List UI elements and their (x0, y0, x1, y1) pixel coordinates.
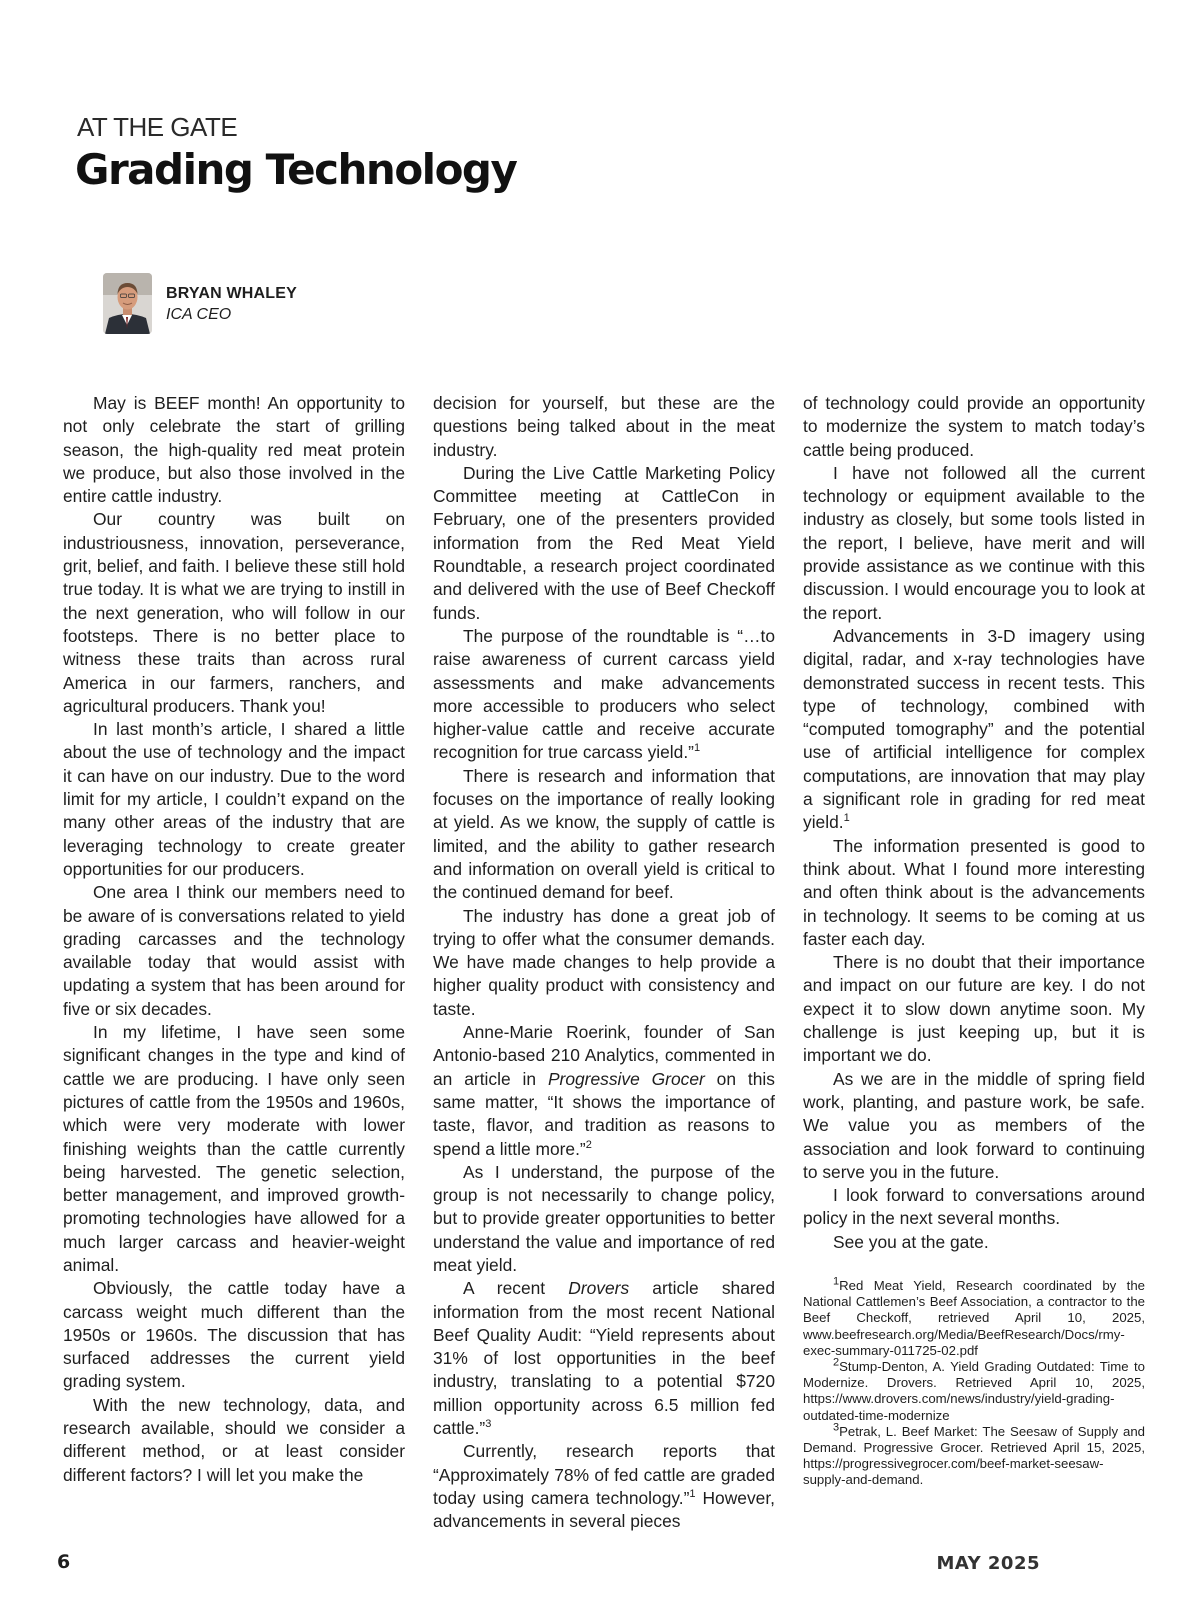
footnote (803, 1421, 1145, 1489)
footnote-ref: 2 (585, 1138, 592, 1151)
paragraph: The information presented is good to think about. What I found more interesting and often think about is the advancements in technology. It seems to be coming at us faster each day. (803, 835, 1145, 949)
paragraph-text: The purpose of the roundtable is “…to raise awareness of current carcass yield assessments and make advancements more accessible to producers who select higher-value cattle and receive accurate recognition for true carcass yield.” (433, 625, 775, 763)
paragraph-text: article shared information from the most recent National Beef Quality Audit: “Yield represents about 31% of lost opportunities in the beef industry, translating to a potential $720 million opportunity across 6.5 million fed cattle.” (433, 1278, 775, 1439)
footnote (803, 1275, 1145, 1359)
paragraph: I have not followed all the current technology or equipment available to the industry as closely, but some tools listed in the report, I believe, have merit and will provide assistance as we continue with this discussion. I would encourage you to look at the report. (803, 462, 1145, 623)
paragraph (433, 1440, 775, 1533)
paragraph: There is no doubt that their importance and impact on our future are key. I do not expect it to slow down anytime soon. My challenge is just keeping up, but it is important we do. (803, 952, 1145, 1066)
author-name: BRYAN WHALEY (166, 285, 298, 302)
article-column-1 (63, 392, 405, 1487)
paragraph: See you at the gate. (833, 1231, 989, 1252)
footnote-ref: 3 (485, 1418, 492, 1431)
footnote-text: Red Meat Yield, Research coordinated by the National Cattlemen’s Beef Association, a contractor to the Beef Checkoff, retrieved April 10, 2025, www.beefresearch.org/Media/BeefResearch/Docs/rmy-exec-summary-011725-02.pdf (803, 1277, 1145, 1358)
paragraph: May is BEEF month! An opportunity to not only celebrate the start of grilling season, the high-quality red meat protein we produce, but also those involved in the entire cattle industry. (63, 393, 405, 507)
paragraph-text: A recent (463, 1278, 569, 1299)
footnote-number: 3 (833, 1421, 840, 1434)
paragraph-text: on this same matter, “It shows the importance of taste, flavor, and tradition as reasons to spend a little more.” (433, 1068, 775, 1159)
footnotes (803, 1275, 1145, 1489)
paragraph (803, 625, 1145, 835)
paragraph-text: Anne-Marie Roerink, founder of San Antonio-based 210 Analytics, commented in an article in (433, 1022, 775, 1089)
paragraph: In my lifetime, I have seen some significant changes in the type and kind of cattle we are producing. I have only seen pictures of cattle from the 1950s and 1960s, which were very moderate with lower finishing weights than the cattle currently being harvested. The genetic selection, better management, and improved growth-promoting technologies have allowed for a much larger carcass and heavier-weight animal. (63, 1022, 405, 1275)
footnote (803, 1356, 1145, 1424)
article-column-3 (803, 392, 1145, 1489)
paragraph: During the Live Cattle Marketing Policy Committee meeting at CattleCon in February, one of the presenters provided information from the Red Meat Yield Roundtable, a research project coordinated and delivered with the use of Beef Checkoff funds. (433, 462, 775, 623)
footnote-text: Stump-Denton, A. Yield Grading Outdated: Time to Modernize. Drovers. Retrieved April 10, 2025, https://www.drovers.com/news/industry/yield-grading-outdated-time-modernize (803, 1359, 1145, 1423)
footnote-ref: 1 (843, 812, 850, 825)
footnote-number: 2 (833, 1356, 840, 1369)
author-photo (103, 273, 152, 334)
paragraph (433, 1021, 775, 1161)
paragraph: As we are in the middle of spring field work, planting, and pasture work, be safe. We value you as members of the association and look forward to continuing to serve you in the future. (803, 1068, 1145, 1182)
paragraph: In last month’s article, I shared a little about the use of technology and the impact it can have on our industry. Due to the word limit for my article, I couldn’t expand on the many other areas of the industry that are leveraging technology to create greater opportunities for our producers. (63, 719, 405, 879)
author-role: ICA CEO (166, 306, 232, 323)
footnote-ref: 1 (693, 742, 701, 755)
paragraph: As I understand, the purpose of the group is not necessarily to change policy, but to provide greater opportunities to better understand the value and importance of red meat yield. (433, 1161, 775, 1275)
paragraph: decision for yourself, but these are the questions being talked about in the meat industry. (433, 393, 775, 460)
paragraph (433, 625, 775, 765)
section-kicker: AT THE GATE (77, 112, 238, 142)
paragraph (433, 1277, 775, 1440)
footnote-ref: 1 (689, 1488, 696, 1501)
footnote-text: Petrak, L. Beef Market: The Seesaw of Supply and Demand. Progressive Grocer. Retrieved April 15, 2025, https://progressivegrocer.com/beef-market-seesaw-supply-and-demand. (803, 1423, 1145, 1488)
footnote-number: 1 (833, 1275, 840, 1288)
publication-name: Drovers (568, 1278, 630, 1299)
article-title: Grading Technology (75, 145, 517, 194)
paragraph: of technology could provide an opportunity to modernize the system to match today’s cattle being produced. (803, 393, 1145, 460)
publication-name: Progressive Grocer (547, 1068, 705, 1089)
paragraph-text: Advancements in 3-D imagery using digital, radar, and x-ray technologies have demonstrated success in recent tests. This type of technology, combined with “computed tomography” and the potential use of artificial intelligence for complex computations, are innovation that may play a significant role in grading for red meat yield. (803, 625, 1145, 833)
paragraph: I look forward to conversations around policy in the next several months. (803, 1185, 1145, 1229)
issue-date: MAY 2025 (936, 1553, 1040, 1574)
article-column-2 (433, 392, 775, 1534)
paragraph: With the new technology, data, and research available, should we consider a different method, or at least consider different factors? I will let you make the (63, 1394, 405, 1485)
paragraph: Our country was built on industriousness, innovation, perseverance, grit, belief, and faith. I believe these still hold true today. It is what we are trying to instill in the next generation, who will follow in our footsteps. There is no better place to witness these traits than across rural America in our farmers, ranchers, and agricultural producers. Thank you! (63, 509, 405, 716)
paragraph: The industry has done a great job of trying to offer what the consumer demands. We have made changes to help provide a higher quality product with consistency and taste. (433, 905, 775, 1019)
page-number: 6 (57, 1551, 71, 1573)
author-portrait-image (103, 273, 152, 334)
paragraph-text: Currently, research reports that “Approximately 78% of fed cattle are graded today using camera technology.” (433, 1441, 775, 1508)
paragraph: Obviously, the cattle today have a carcass weight much different than the 1950s or 1960s. The discussion that has surfaced addresses the current yield grading system. (63, 1278, 405, 1392)
paragraph-text: However, advancements in several pieces (433, 1487, 775, 1532)
paragraph: There is research and information that focuses on the importance of really looking at yield. As we know, the supply of cattle is limited, and the ability to gather research and information on overall yield is critical to the continued demand for beef. (433, 765, 775, 903)
paragraph: One area I think our members need to be aware of is conversations related to yield grading carcasses and the technology available today that would assist with updating a system that has been around for five or six decades. (63, 882, 405, 1019)
